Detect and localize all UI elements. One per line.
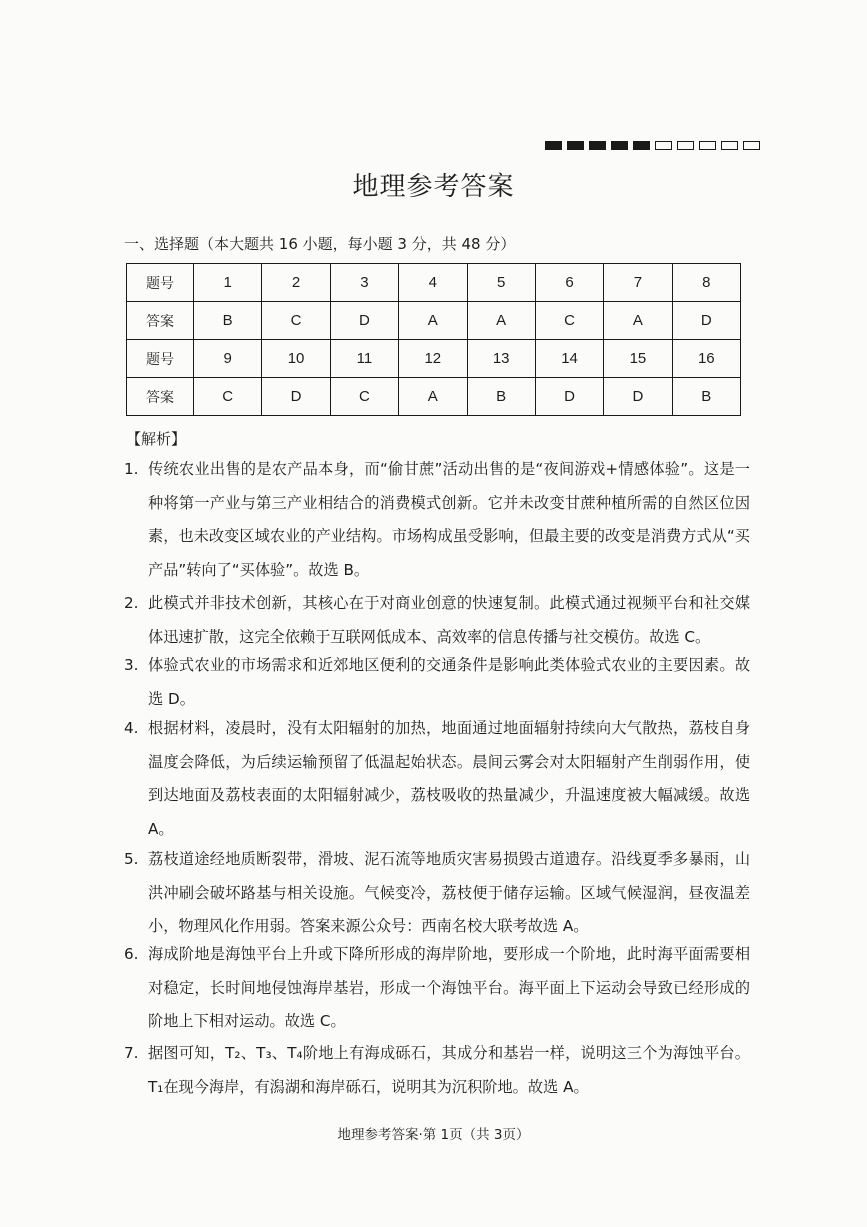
analysis-heading: 【解析】 [126, 430, 187, 448]
marker-box [567, 141, 584, 150]
item-text: 根据材料，凌晨时，没有太阳辐射的加热，地面通过地面辐射持续向大气散热，荔枝自身温度会降低，为后续运输预留了低温起始状态。晨间云雾会对太阳辐射产生削弱作用，使到达地面及荔枝表面的太阳辐射减少，荔枝吸收的热量减少，升温速度被大幅减缓。故选 A。 [148, 719, 750, 838]
marker-box [721, 141, 738, 150]
table-cell: 6 [535, 264, 603, 302]
item-number: 1. [124, 460, 139, 478]
table-cell: C [330, 378, 398, 416]
table-row [127, 340, 741, 378]
item-number: 7. [124, 1044, 139, 1062]
row-label: 答案 [127, 302, 194, 340]
table-cell: D [535, 378, 603, 416]
marker-box [743, 141, 760, 150]
table-cell: 4 [399, 264, 467, 302]
answer-table [126, 263, 741, 416]
row-label: 题号 [127, 340, 194, 378]
table-cell: 12 [399, 340, 467, 378]
table-cell: D [330, 302, 398, 340]
table-cell: A [467, 302, 535, 340]
table-row [127, 378, 741, 416]
analysis-item-4 [124, 712, 750, 846]
analysis-item-5 [124, 843, 750, 944]
table-cell: 7 [604, 264, 672, 302]
analysis-item-6 [124, 938, 750, 1039]
analysis-item-3 [124, 649, 750, 716]
marker-box [545, 141, 562, 150]
marker-box [677, 141, 694, 150]
section-heading: 一、选择题（本大题共 16 小题，每小题 3 分，共 48 分） [124, 235, 516, 253]
table-cell: 10 [262, 340, 330, 378]
marker-box [655, 141, 672, 150]
table-cell: A [399, 302, 467, 340]
table-cell: B [467, 378, 535, 416]
table-cell: D [672, 302, 740, 340]
table-cell: 8 [672, 264, 740, 302]
table-cell: 13 [467, 340, 535, 378]
table-cell: 15 [604, 340, 672, 378]
row-label: 答案 [127, 378, 194, 416]
item-text: 据图可知，T₂、T₃、T₄阶地上有海成砾石，其成分和基岩一样，说明这三个为海蚀平台。T₁在现今海岸，有潟湖和海岸砾石，说明其为沉积阶地。故选 A。 [148, 1044, 750, 1096]
table-cell: C [535, 302, 603, 340]
page-footer: 地理参考答案·第 1页（共 3页） [337, 1127, 530, 1143]
item-text: 荔枝道途经地质断裂带，滑坡、泥石流等地质灾害易损毁古道遗存。沿线夏季多暴雨，山洪冲刷会破坏路基与相关设施。气候变冷，荔枝便于储存运输。区域气候湿润，昼夜温差小，物理风化作用弱。答案来源公众号：西南名校大联考故选 A。 [148, 850, 750, 935]
analysis-item-7 [124, 1037, 750, 1104]
item-text: 体验式农业的市场需求和近郊地区便利的交通条件是影响此类体验式农业的主要因素。故选 D。 [148, 656, 750, 708]
marker-box [611, 141, 628, 150]
table-cell: 16 [672, 340, 740, 378]
item-number: 2. [124, 594, 139, 612]
table-cell: D [262, 378, 330, 416]
item-number: 5. [124, 850, 139, 868]
row-label: 题号 [127, 264, 194, 302]
table-cell: 14 [535, 340, 603, 378]
table-cell: B [194, 302, 262, 340]
marker-box [589, 141, 606, 150]
page-marker [545, 141, 760, 150]
item-text: 此模式并非技术创新，其核心在于对商业创意的快速复制。此模式通过视频平台和社交媒体迅速扩散，这完全依赖于互联网低成本、高效率的信息传播与社交模仿。故选 C。 [148, 594, 750, 646]
table-row [127, 302, 741, 340]
item-number: 3. [124, 656, 139, 674]
item-number: 6. [124, 945, 139, 963]
item-number: 4. [124, 719, 139, 737]
analysis-item-2 [124, 587, 750, 654]
table-cell: 11 [330, 340, 398, 378]
table-cell: A [604, 302, 672, 340]
table-cell: D [604, 378, 672, 416]
table-cell: 2 [262, 264, 330, 302]
table-cell: 5 [467, 264, 535, 302]
marker-box [633, 141, 650, 150]
table-row [127, 264, 741, 302]
table-cell: B [672, 378, 740, 416]
table-cell: C [262, 302, 330, 340]
table-cell: 9 [194, 340, 262, 378]
item-text: 传统农业出售的是农产品本身，而“偷甘蔗”活动出售的是“夜间游戏+情感体验”。这是一种将第一产业与第三产业相结合的消费模式创新。它并未改变甘蔗种植所需的自然区位因素，也未改变区域农业的产业结构。市场构成虽受影响，但最主要的改变是消费方式从“买产品”转向了“买体验”。故选 B。 [148, 460, 750, 579]
table-cell: 1 [194, 264, 262, 302]
table-cell: C [194, 378, 262, 416]
analysis-item-1 [124, 453, 750, 587]
item-text: 海成阶地是海蚀平台上升或下降所形成的海岸阶地，要形成一个阶地，此时海平面需要相对稳定，长时间地侵蚀海岸基岩，形成一个海蚀平台。海平面上下运动会导致已经形成的阶地上下相对运动。故选 C。 [148, 945, 750, 1030]
table-cell: 3 [330, 264, 398, 302]
marker-box [699, 141, 716, 150]
table-cell: A [399, 378, 467, 416]
page-title: 地理参考答案 [352, 172, 515, 202]
